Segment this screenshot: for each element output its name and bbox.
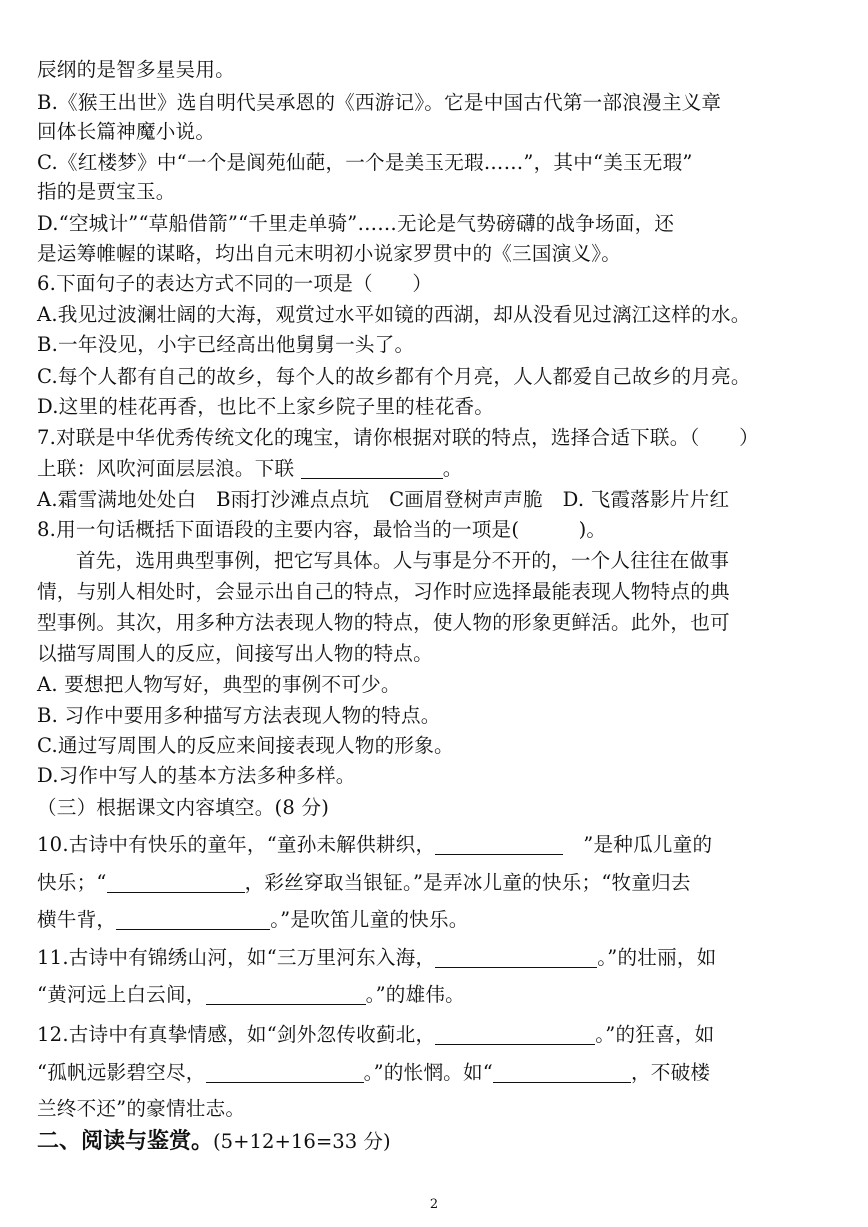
q8-option-d: D.习作中写人的基本方法多种多样。 [37,764,356,787]
q11-blank-1[interactable] [435,947,597,968]
q10-text: 。”是吹笛儿童的快乐。 [270,908,469,931]
q12-line-3: 兰终不还”的豪情壮志。 [37,1097,246,1120]
q11-text: 11.古诗中有锦绣山河，如“三万里河东入海， [37,946,436,969]
q5-option-b-cont: 回体长篇神魔小说。 [37,120,216,143]
q10-blank-3[interactable] [116,909,270,930]
q8-option-c: C.通过写周围人的反应来间接表现人物的形象。 [37,734,454,757]
q10-text: ”是种瓜儿童的 [583,833,713,856]
q7-stem: 7.对联是中华优秀传统文化的瑰宝，请你根据对联的特点，选择合适下联。（ ） [37,426,759,449]
q12-blank-1[interactable] [435,1024,595,1045]
q8-passage-line: 首先，选用典型事例，把它写具体。人与事是分不开的，一个人往往在做事 [76,549,730,572]
q12-line-1 [37,1021,714,1049]
q6-stem: 6.下面句子的表达方式不同的一项是（ ） [37,272,433,295]
q6-option-c: C.每个人都有自己的故乡，每个人的故乡都有个月亮，人人都爱自己故乡的月亮。 [37,365,751,388]
q6-option-b: B.一年没见，小宇已经高出他舅舅一头了。 [37,333,415,356]
q7-upper-text: 上联：风吹河面层层浪。下联 [37,457,295,480]
q10-blank-1[interactable] [435,834,563,855]
q8-passage-line: 情，与别人相处时，会显示出自己的特点，习作时应选择最能表现人物特点的典 [37,580,730,603]
q8-passage-line: 以描写周围人的反应，间接写出人物的特点。 [37,642,433,665]
q6-option-d: D.这里的桂花再香，也比不上家乡院子里的桂花香。 [37,395,495,418]
q11-line-2 [37,981,465,1009]
q8-option-b: B. 习作中要用多种描写方法表现人物的特点。 [37,704,441,727]
section-2-heading [37,1124,391,1155]
q8-option-a: A. 要想把人物写好，典型的事例不可少。 [37,673,401,696]
q12-text: “孤帆远影碧空尽， [37,1061,206,1084]
q10-text: ，彩丝穿取当银钲。”是弄冰儿童的快乐；“牧童归去 [244,871,691,894]
q12-text: 。”的狂喜，如 [595,1023,715,1046]
q12-text: ，不破楼 [630,1061,711,1084]
q5-option-c: C.《红楼梦》中“一个是阆苑仙葩，一个是美玉无瑕……”，其中“美玉无瑕” [37,151,693,174]
q10-text: 10.古诗中有快乐的童年，“童孙未解供耕织， [37,833,436,856]
q10-line-2 [37,869,691,897]
q12-text: 。”的怅惘。如“ [363,1061,493,1084]
q12-text: 12.古诗中有真挚情感，如“剑外忽传收蓟北， [37,1023,436,1046]
q10-text: 快乐；“ [37,871,107,894]
q7-upper-end: 。 [442,457,463,480]
q10-blank-2[interactable] [107,872,245,893]
q7-upper-couplet [37,455,463,483]
q11-text: 。”的壮丽，如 [597,946,717,969]
q11-blank-2[interactable] [206,984,366,1005]
q10-line-1 [37,831,712,859]
q5-text-line: 辰纲的是智多星吴用。 [37,58,235,81]
q5-option-c-cont: 指的是贾宝玉。 [37,180,176,203]
page-number: 2 [429,1197,439,1212]
q12-blank-2[interactable] [206,1062,364,1083]
q5-option-b: B.《猴王出世》选自明代吴承恩的《西游记》。它是中国古代第一部浪漫主义章 [37,91,722,114]
section-3-title: （三）根据课文内容填空。(8 分) [37,796,330,819]
q11-text: 。”的雄伟。 [365,983,465,1006]
q10-text: 横牛背， [37,908,117,931]
q8-stem: 8.用一句话概括下面语段的主要内容，最恰当的一项是( )。 [37,518,607,541]
section-2-score: (5+12+16=33 分) [213,1130,391,1153]
q10-line-3 [37,906,469,934]
q11-text: “黄河远上白云间， [37,983,206,1006]
q12-line-2 [37,1059,710,1087]
q6-option-a: A.我见过波澜壮阔的大海，观赏过水平如镜的西湖，却从没看见过漓江这样的水。 [37,303,751,326]
q5-option-d-cont: 是运筹帷幄的谋略，均出自元末明初小说家罗贯中的《三国演义》。 [37,242,622,265]
q7-options: A.霜雪满地处处白 B雨打沙滩点点坑 C画眉登树声声脆 D. 飞霞落影片片红 [37,488,730,511]
q5-option-d: D.“空城计”“草船借箭”“千里走单骑”……无论是气势磅礴的战争场面，还 [37,212,675,235]
q7-answer-blank[interactable] [301,458,443,479]
q11-line-1 [37,944,716,972]
q8-passage-line: 型事例。其次，用多种方法表现人物的特点，使人物的形象更鲜活。此外，也可 [37,611,730,634]
q12-blank-3[interactable] [493,1062,631,1083]
section-2-title: 二、阅读与鉴赏。 [37,1128,214,1154]
